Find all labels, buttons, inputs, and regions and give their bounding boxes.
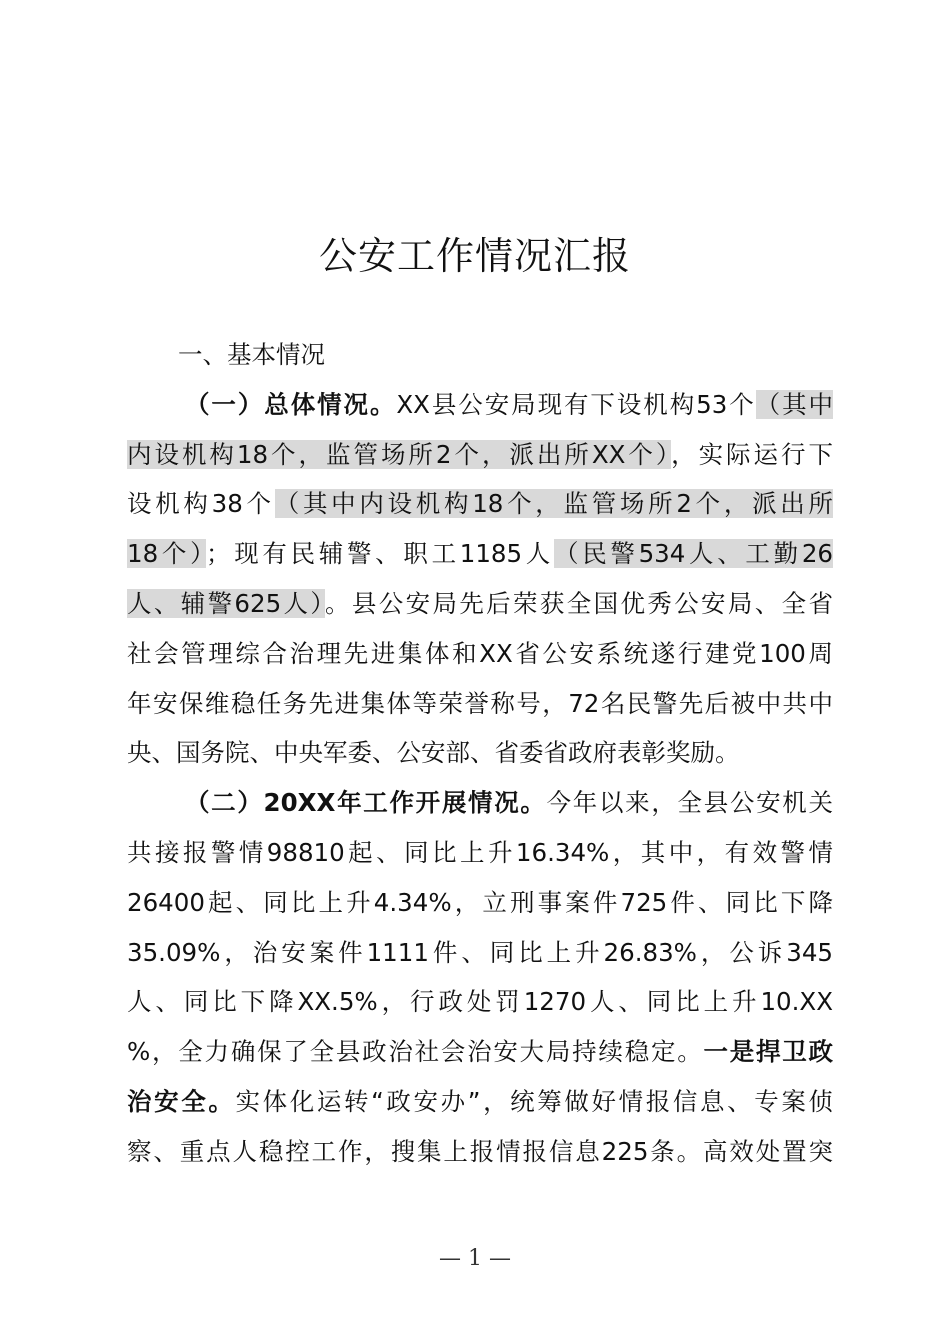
text-segment: 年安保维稳任务先进集体等荣誉称号，72名民警先后被中共中 xyxy=(127,688,833,718)
paragraph-line xyxy=(127,778,833,828)
paragraph-line xyxy=(127,1027,833,1077)
document-body xyxy=(127,330,833,1177)
paragraph-line xyxy=(127,380,833,430)
highlighted-text: （其中 xyxy=(755,389,834,419)
highlighted-text: 内设机构18个，监管场所2个，派出所XX个） xyxy=(127,439,672,469)
paragraph-lead: （二）20XX年工作开展情况。 xyxy=(185,788,547,818)
section-heading: 一、基本情况 xyxy=(178,340,325,369)
paragraph-line xyxy=(127,529,833,579)
paragraph-line xyxy=(127,579,833,629)
paragraph-line xyxy=(127,629,833,679)
bold-text: 一是捍卫政 xyxy=(703,1037,834,1067)
highlighted-text: （民警534人、工勤26 xyxy=(554,539,833,569)
bold-text: 治安全。 xyxy=(127,1086,236,1116)
text-segment: 社会管理综合治理先进集体和XX省公安系统遂行建党100周 xyxy=(127,638,833,668)
text-segment: 央、国务院、中央军委、公安部、省委省政府表彰奖励。 xyxy=(127,738,740,768)
text-segment: 。县公安局先后荣获全国优秀公安局、全省 xyxy=(325,588,833,618)
paragraph-line xyxy=(127,728,833,778)
paragraph-line xyxy=(127,479,833,529)
paragraph-line: 人、同比下降XX.5%，行政处罚1270人、同比上升10.XX xyxy=(127,987,833,1017)
paragraph-lead: （一）总体情况。 xyxy=(185,389,397,419)
paragraph-line: 共接报警情98810起、同比上升16.34%，其中，有效警情 xyxy=(127,837,833,867)
text-segment: ，实际运行下 xyxy=(671,439,833,469)
paragraph-line: 35.09%，治安案件1111件、同比上升26.83%，公诉345 xyxy=(127,937,833,967)
document-title: 公安工作情况汇报 xyxy=(318,234,631,278)
paragraph-line: 26400起、同比上升4.34%，立刑事案件725件、同比下降 xyxy=(127,887,833,917)
paragraph-overview xyxy=(127,380,833,778)
text-segment: 设机构38个 xyxy=(127,489,275,519)
text-segment: 实体化运转“政安办”，统筹做好情报信息、专案侦 xyxy=(235,1086,833,1116)
text-segment: 今年以来，全县公安机关 xyxy=(546,788,833,818)
text-segment: %，全力确保了全县政治社会治安大局持续稳定。 xyxy=(127,1037,704,1067)
text-segment: XX县公安局现有下设机构53个 xyxy=(396,389,756,419)
paragraph-line: 察、重点人稳控工作，搜集上报情报信息225条。高效处置突 xyxy=(127,1136,833,1166)
text-segment: ；现有民辅警、职工1185人 xyxy=(206,539,554,569)
paragraph-line xyxy=(127,679,833,729)
paragraph-line xyxy=(127,430,833,480)
paragraph-annual-work xyxy=(127,778,833,1176)
highlighted-text: 18个） xyxy=(127,539,207,569)
highlighted-text: （其中内设机构18个，监管场所2个，派出所 xyxy=(274,489,833,519)
page-number: — 1 — xyxy=(439,1246,511,1271)
paragraph-line xyxy=(127,1077,833,1127)
highlighted-text: 人、辅警625人） xyxy=(127,588,326,618)
